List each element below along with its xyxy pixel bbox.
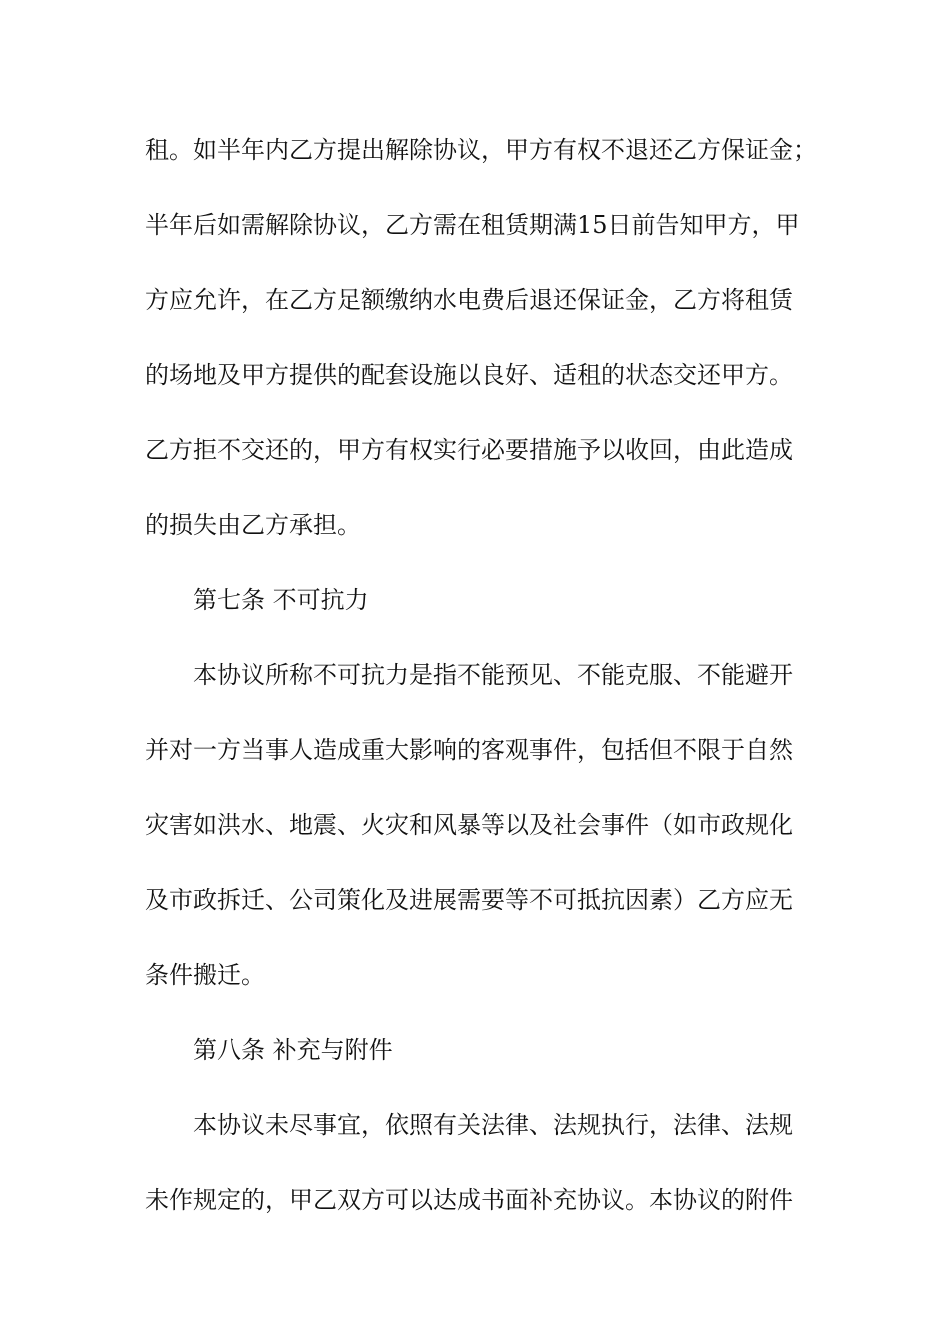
body-line-4: 的场地及甲方提供的配套设施以良好、适租的状态交还甲方。 [145,361,793,389]
body-line-12: 条件搬迁。 [145,961,265,989]
body-line-8: 本协议所称不可抗力是指不能预见、不能克服、不能避开 [193,661,793,689]
body-line-9: 并对一方当事人造成重大影响的客观事件，包括但不限于自然 [145,736,793,764]
body-line-6: 的损失由乙方承担。 [145,511,361,539]
body-line-2: 半年后如需解除协议，乙方需在租赁期满15日前告知甲方，甲 [145,211,800,239]
body-line-3: 方应允许，在乙方足额缴纳水电费后退还保证金，乙方将租赁 [145,286,793,314]
section-heading-8: 第八条 补充与附件 [193,1036,393,1064]
body-line-1: 租。如半年内乙方提出解除协议，甲方有权不退还乙方保证金； [145,136,817,164]
body-line-14: 本协议未尽事宜，依照有关法律、法规执行，法律、法规 [193,1111,793,1139]
body-line-15: 未作规定的，甲乙双方可以达成书面补充协议。本协议的附件 [145,1186,793,1214]
section-heading-7: 第七条 不可抗力 [193,586,369,614]
body-line-10: 灾害如洪水、地震、火灾和风暴等以及社会事件（如市政规化 [145,811,793,839]
body-line-11: 及市政拆迁、公司策化及进展需要等不可抵抗因素）乙方应无 [145,886,793,914]
body-line-5: 乙方拒不交还的，甲方有权实行必要措施予以收回，由此造成 [145,436,793,464]
